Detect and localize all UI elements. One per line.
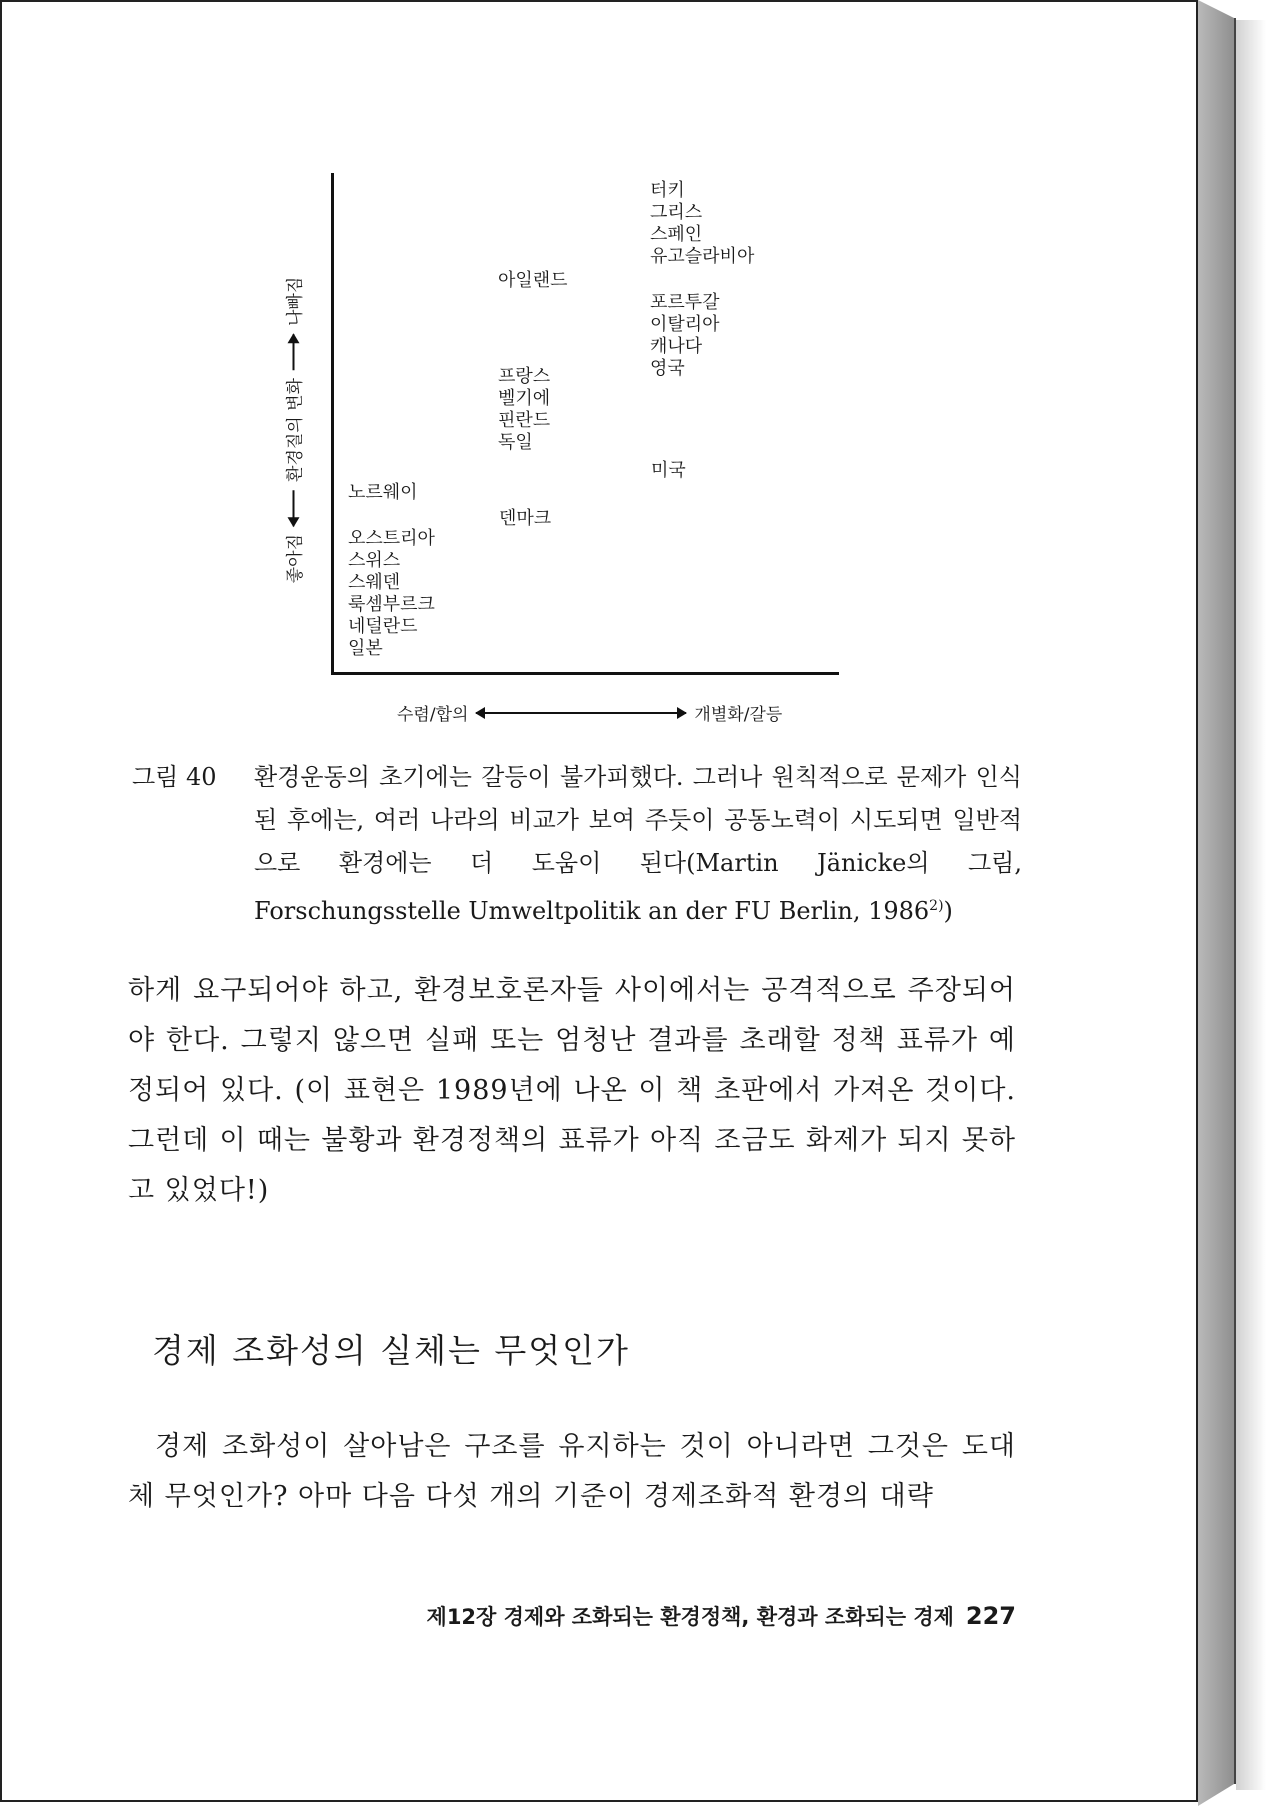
x-axis-line xyxy=(331,672,839,675)
caption-body xyxy=(254,756,1022,933)
caption-label: 그림 40 xyxy=(132,763,217,791)
country-group xyxy=(499,508,551,530)
country-label: 노르웨이 xyxy=(348,482,418,503)
country-label: 스웨덴 xyxy=(348,572,401,593)
country-label: 스위스 xyxy=(348,550,401,571)
country-group xyxy=(348,482,418,504)
country-label: 미국 xyxy=(651,460,686,481)
y-axis-label xyxy=(278,270,308,590)
country-label: 핀란드 xyxy=(498,410,551,431)
country-group xyxy=(498,366,550,454)
y-label-middle: 환경질의 변화 xyxy=(285,378,306,482)
country-label: 오스트리아 xyxy=(348,528,435,549)
page-footer xyxy=(427,1601,1016,1631)
y-label-bad: 나빠짐 xyxy=(285,276,306,327)
country-label: 영국 xyxy=(650,358,685,379)
country-label: 덴마크 xyxy=(499,508,552,529)
country-label: 이탈리아 xyxy=(650,314,720,335)
country-group xyxy=(651,460,686,482)
page-number: 227 xyxy=(965,1602,1016,1630)
country-label: 캐나다 xyxy=(650,336,703,357)
country-group xyxy=(650,292,720,380)
country-label: 일본 xyxy=(348,638,383,659)
running-head: 제12장 경제와 조화되는 환경정책, 환경과 조화되는 경제 xyxy=(426,1605,954,1629)
country-label: 스페인 xyxy=(650,224,703,245)
y-axis-line xyxy=(331,173,334,675)
figure-caption xyxy=(132,756,1022,933)
book-spine-edge xyxy=(1198,0,1234,1806)
country-label: 독일 xyxy=(498,432,533,453)
country-label: 프랑스 xyxy=(498,366,551,387)
caption-close: ) xyxy=(943,897,953,925)
y-arrow-right xyxy=(292,334,294,370)
x-label-left: 수렴/합의 xyxy=(397,705,469,725)
country-label: 유고슬라비아 xyxy=(650,246,755,267)
y-arrow-left xyxy=(292,490,294,526)
country-label: 그리스 xyxy=(650,202,703,223)
country-label: 벨기에 xyxy=(498,388,551,409)
caption-footnote: 2) xyxy=(929,898,944,914)
page-shadow xyxy=(1236,20,1266,1790)
caption-text: 환경운동의 초기에는 갈등이 불가피했다. 그러나 원칙적으로 문제가 인식된 후에는, 여러 나라의 비교가 보여 주듯이 공동노력이 시도되면 일반적으로 환경에는 더 도움이 된다(Martin Jänicke의 그림, Forschungsstelle Umweltpolitik an der FU Berlin, 1986 xyxy=(254,763,1022,925)
country-label: 터키 xyxy=(650,180,685,201)
paragraph-1: 하게 요구되어야 하고, 환경보호론자들 사이에서는 공격적으로 주장되어야 한다. 그렇지 않으면 실패 또는 엄청난 결과를 초래할 정책 표류가 예정되어 있다. (이 표현은 1989년에 나온 이 책 초판에서 가져온 것이다. 그런데 이 때는 불황과 환경정책의 표류가 아직 조금도 화제가 되지 못하고 있었다!) xyxy=(128,975,1016,1206)
section-heading: 경제 조화성의 실체는 무엇인가 xyxy=(152,1331,630,1370)
x-label-right: 개별화/갈등 xyxy=(694,705,783,725)
country-label: 아일랜드 xyxy=(498,270,568,291)
country-group xyxy=(498,270,568,292)
country-label: 룩셈부르크 xyxy=(348,594,435,615)
country-label: 네덜란드 xyxy=(348,616,418,637)
x-axis-label xyxy=(397,700,782,725)
paragraph-2: 경제 조화성이 살아남은 구조를 유지하는 것이 아니라면 그것은 도대체 무엇인가? 아마 다음 다섯 개의 기준이 경제조화적 환경의 대략 xyxy=(128,1431,1016,1512)
y-label-good: 좋아짐 xyxy=(285,533,306,584)
country-label: 포르투갈 xyxy=(650,292,720,313)
x-arrow xyxy=(476,712,686,714)
country-group xyxy=(650,180,754,268)
country-group xyxy=(348,528,435,660)
